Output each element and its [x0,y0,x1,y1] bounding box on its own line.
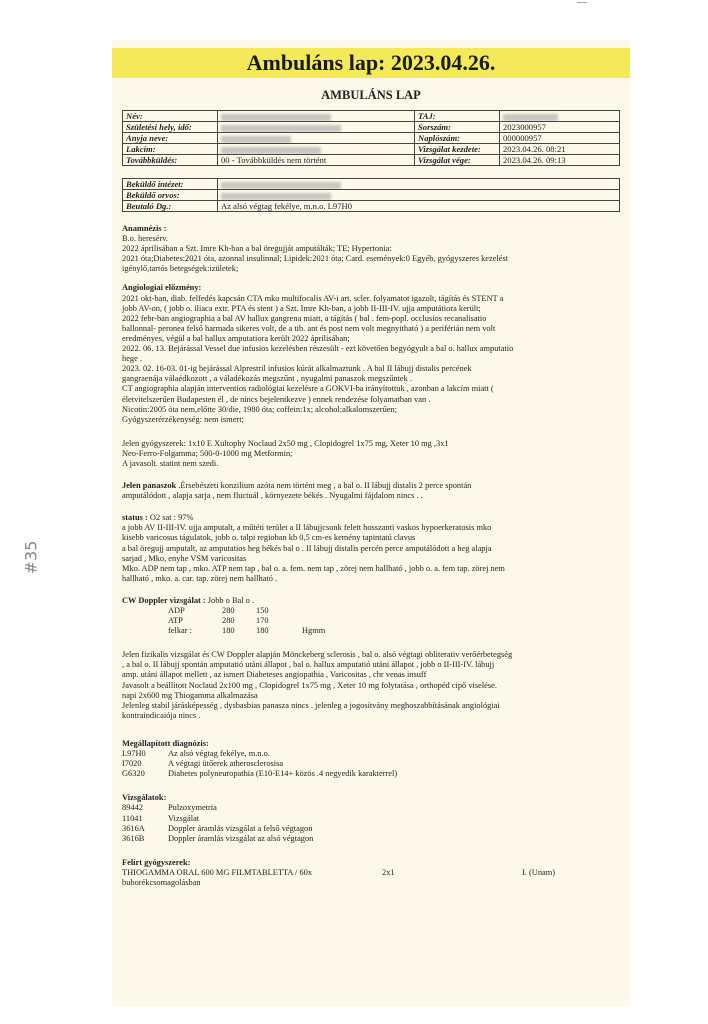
anamnesis-title: Anamnézis : [122,224,167,233]
banner-title: Ambuláns lap: 2023.04.26. [112,48,630,78]
anamnesis-line: B.o. heresérv. [122,234,168,244]
inst-label: Beküldő intézet: [123,179,218,190]
rx-drug: THIOGAMMA ORAL 600 MG FILMTABLETTA / 60x [122,867,313,877]
diagnoses-title: Megállapított diagnózis: [122,738,209,748]
document-page [112,40,630,1006]
exam-text: Pulzoxymetria [168,803,217,813]
log-value: 000000957 [500,133,620,144]
referral-table [122,178,620,212]
patient-table [122,110,620,166]
status-line [122,513,622,523]
doppler-site: ATP [168,616,183,626]
doppler-right: 280 [222,606,235,615]
report-body [122,218,622,888]
log-label: Naplószám: [415,133,500,144]
anamnesis-line: 2022 áprilisában a Szt. Imre Kh-ban a bal öregujját amputálták; TE; Hypertonia: [122,244,392,254]
doppler-right: 280 [222,616,235,626]
findings-line: amp. utáni állapot mellett , az ismert Diabeteses angiopathia , Varicositas , chr venas insuff [122,670,427,680]
redacted-block [221,193,331,200]
diagnoses-list [122,749,622,779]
doppler-row [168,626,331,636]
doppler-table [168,606,331,636]
angio-line: életvitelszerűen Budapesten él , de nincs bejelentkezve ) ennek rendezése folyamatban van . [122,394,431,404]
forward-value: 00 - Továbbküldés nem történt [218,155,415,166]
meds-line: Jelen gyógyszerek: 1x10 E Xultophy Noclaud 2x50 mg , Clopidogrel 1x75 mg, Xeter 10 mg ,3x1 [122,438,449,448]
findings-line: Jelen fizikalis vizsgálat és CW Doppler alapján Mönckeberg sclerosis , bal o. alsó végtagi obliterativ verőérbetegség [122,650,513,660]
forward-label: Továbbküldés: [123,155,218,166]
complaints-line [122,481,622,491]
o2-saturation: O2 sat : 97% [147,513,194,523]
meds-line: A javasolt. statint nem szedi. [122,458,219,468]
findings-line: Jelenleg stabil járásképesség , dysbasbias panasza nincs . jelenleg a jogosítvány meghoszabbításának angiológiai [122,700,500,710]
doppler-right: 180 [222,626,235,636]
status-line: hallható , mko. a. car. tap. zörej nem hallható . [122,573,278,583]
doppler-site: felkar : [168,626,192,636]
taj-value [500,111,620,122]
status-line: a bal öregujj amputalt, az amputatios heg békés bal o . II lábujj distalis percén perce amputálódott a heg alapja [122,543,492,553]
status-line: Mko. ADP nem tap , mko. ATP nem tap , bal o. a. fem. nem tap , zörej nem hallható , jobb o. a. fem tap. zörej nem [122,563,505,573]
rx-dose: 2x1 [382,867,395,877]
status-label: status : [122,513,148,523]
diagnosis-code: L97H0 [122,749,146,759]
status-line: a jobb AV II-III-IV. ujja amputalt, a műtéti terület a II lábujjcsonk felett hosszanti vaskos hypoerkeratosis mko [122,523,492,533]
exam-row [122,803,622,813]
mother-label: Anyja neve: [123,133,218,144]
exam-code: 3616A [122,823,145,833]
doppler-left: 170 [256,616,269,626]
end-label: Vizsgálat vége: [415,155,500,166]
doppler-unit [302,616,331,626]
inst-value [218,179,620,190]
name-value [218,111,415,122]
diagnosis-row [122,749,622,759]
redacted-block [503,114,558,121]
exam-text: Vizsgálat [168,813,200,823]
mother-value [218,133,415,144]
diagnosis-code: G6320 [122,769,145,779]
rx-row [122,868,622,878]
doppler-row [168,606,331,616]
doppler-unit: Hgmm [302,626,326,636]
exam-row [122,824,622,834]
address-label: Lakcím: [123,144,218,155]
diagnosis-text: Diabetes polyneuropathia (E10-E14+ közös .4 negyedik karakterrel) [168,769,398,779]
rx-title: Felírt gyógyszerek: [122,857,191,867]
taj-label: TAJ: [415,111,500,122]
exam-code: 11041 [122,813,143,823]
doppler-site: ADP [168,606,185,615]
rx-pack: buborékcsomagolásban [122,877,201,887]
findings-line: , a bal o. II lábujj spontán amputatió utáni állapot , bal o. hallux amputatió utáni állapot , jobb o II-III-IV. lábujj [122,660,495,670]
angio-title: Angiologiai előzmény: [122,283,202,293]
angio-line: gangraenája válaédkozott , a váladékozás megszűnt , nyugalmi panaszok megszűntek . [122,374,412,384]
angio-line: eredményes, végül a bal hallux amputatiora került 2022 áprilisában; [122,333,350,343]
complaints-label: Jelen panaszok [122,481,177,491]
doctor-label: Beküldő orvos: [123,190,218,201]
doppler-columns: Jobb o Bal o . [205,595,255,605]
start-label: Vizsgálat kezdete: [415,144,500,155]
findings-line: napi 2x600 mg Thiogamma alkalmazása [122,690,258,700]
side-stamp: #35 [21,540,41,575]
end-value: 2023.04.26. 09:13 [500,155,620,166]
address-value [218,144,415,155]
doctor-value [218,190,620,201]
complaints-line: amputálódott , alapja sarja , nem fluctuál , környezete békés . Nyugalmi fájdalom nincs . . [122,491,423,501]
exam-code: 3616B [122,833,145,843]
angio-line: ballonnal- peronea felső harmada sikeres volt, de a tib. ant és post nem volt megnyitható ) a periférián nem volt [122,323,496,333]
dg-label: Beutaló Dg.: [123,201,218,212]
exam-text: Doppler áramlás vizsgálat a felső végtagon [168,823,313,833]
angio-line: Nicotin:2005 óta nem,előtte 30/die, 1980 óta; coffein:1x; alcohol:alkalomszerűen; [122,404,397,414]
redacted-block [221,136,291,143]
redacted-block [221,182,341,189]
birth-value [218,122,415,133]
angio-line: 2021 okt-ban, diab. felfedés kapcsán CTA mko multifocalis AV-i art. scler. folyamatot igazolt, tágítás és STENT a [122,293,504,303]
exam-row [122,834,622,844]
dg-value: Az alsó végtag fekélye, m.n.o. L97H0 [218,201,620,212]
angio-line: 2022. 06. 13. Bejárással Vessel due infusios kezelésben részesült - ezt követően begyógyult a bal o. hallux amputatio [122,344,514,354]
scan-mark [577,2,587,3]
angio-line: CT angiographia alapján interventios radiológiai kezelésre a GOKVI-ba irányítottuk , azonban a lakcím miatt ( [122,384,494,394]
findings-line: Javasolt a beállított Noclaud 2x100 mg , Clopidogrel 1x75 mg , Xeter 10 mg folytatása , orthopéd cipő viselése. [122,680,497,690]
angio-line: Gyógyszerérzékenység: nem ismert; [122,414,244,424]
diagnosis-text: A végtagi ütőerek atherosclerosisa [168,759,284,769]
start-value: 2023.04.26. 08:21 [500,144,620,155]
angio-line: jobb AV-on, ( jobb o. iliaca extr. PTA és stent ) a Szt. Imre Kh-ban, a jobb II-III-IV. ujja amputátiora került; [122,303,481,313]
doppler-header [122,596,622,606]
serial-label: Sorszám: [415,122,500,133]
doppler-left: 180 [256,626,269,636]
exam-row [122,814,622,824]
exam-text: Doppler áramlás vizsgálat az alsó végtagon [168,833,314,843]
rx-type: I. (Unam) [522,867,556,877]
meds-line: Neo-Ferro-Folgamma; 500-0-1000 mg Metformin; [122,448,293,458]
doppler-unit [302,606,331,616]
complaints-text: .Érsebészeti konzilium azóta nem történt meg , a bal o. II lábujj distalis 2 perce spontán [176,481,472,491]
diagnosis-row [122,759,622,769]
doppler-row [168,616,331,626]
angio-line: 2022 febr-ban angiographia a bal AV hallux gangrena miatt, a tágítás ( bal . fem-popl. occlusios recanalisatio [122,313,487,323]
name-label: Név: [123,111,218,122]
angio-line: 2023. 02. 16-03. 01-ig bejárással Alprestril infusios kúrát alkalmaztunk . A bal II lábujj distalis percének [122,364,472,374]
exams-title: Vizsgálatok: [122,793,167,803]
redacted-block [221,147,321,154]
anamnesis-line: 2021 óta;Diabetes:2021 óta, azonnal insulinnal; Lipidek:2021 óta; Card. események:0 Egyéb, gyógyszeres kezelést [122,254,509,264]
exams-list [122,803,622,843]
serial-value: 2023000957 [500,122,620,133]
status-line: kisebb varicosus tágulatok, jobb o. talpi regioban kb 0,5 cm-es kemény tapintatú clavus [122,533,416,543]
status-line: sarjad , Mko, enyhe VSM varicositas [122,553,247,563]
diagnosis-row [122,769,622,779]
redacted-block [221,114,331,121]
doppler-left: 150 [256,606,269,615]
findings-line: kontraindicaiója nincs . [122,710,201,720]
document-title: AMBULÁNS LAP [321,88,421,102]
diagnosis-code: I7020 [122,759,142,769]
exam-code: 89442 [122,803,143,813]
doppler-label: CW Doppler vizsgálat : [122,595,206,605]
angio-line: hege . [122,354,142,364]
birth-label: Születési hely, idő: [123,122,218,133]
redacted-block [221,125,341,132]
diagnosis-text: Az alsó végtag fekélye, m.n.o. [168,749,270,759]
anamnesis-line: igénylő,tartós betegségek:izületek; [122,264,239,274]
